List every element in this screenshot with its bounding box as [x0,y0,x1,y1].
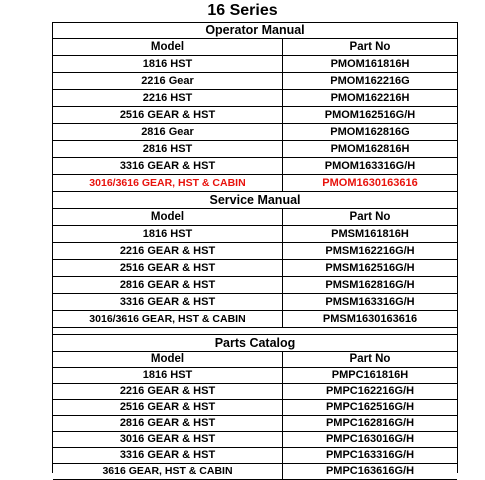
part-no-cell: PMOM162216H [330,92,410,104]
column-header-part-no: Part No [349,211,391,223]
part-no-cell: PMOM161816H [330,58,410,70]
table-row [53,90,457,107]
section-service-manual [53,192,457,328]
table-row [53,73,457,90]
table-row [53,464,457,480]
table-row [53,384,457,400]
part-no-cell: PMSM161816H [331,228,409,240]
part-no-cell: PMSM1630163616 [322,313,418,325]
part-no-cell: PMOM162516G/H [324,109,416,121]
part-no-cell: PMPC163316G/H [325,449,415,461]
part-no-cell: PMSM162816G/H [325,279,415,291]
section-divider [53,328,457,335]
part-no-cell: PMOM1630163616 [322,177,418,189]
model-cell: 2816 GEAR & HST [53,277,283,293]
section-heading: Service Manual [53,192,457,209]
model-cell: 3316 GEAR & HST [53,448,283,463]
section-heading: Parts Catalog [53,335,457,352]
table-row [53,311,457,328]
table-row [53,124,457,141]
model-cell: 2516 GEAR & HST [53,400,283,415]
table-header-row [53,352,457,368]
part-no-cell: PMOM162816G [330,126,410,138]
table-row [53,416,457,432]
model-cell: 2816 Gear [53,124,283,140]
table-header-row [53,209,457,226]
section-operator-manual [53,22,457,192]
part-no-cell: PMSM162516G/H [325,262,415,274]
section-parts-catalog [53,335,457,480]
model-cell: 2816 HST [53,141,283,157]
table-row [53,368,457,384]
column-header-model: Model [53,209,283,225]
part-no-cell: PMPC162816G/H [325,417,415,429]
column-header-model: Model [53,39,283,55]
model-cell: 3016/3616 GEAR, HST & CABIN [53,311,283,327]
model-cell: 3016 GEAR & HST [53,432,283,447]
model-cell: 1816 HST [53,226,283,242]
table-row [53,243,457,260]
table-row [53,294,457,311]
model-cell: 2216 GEAR & HST [53,384,283,399]
part-no-cell: PMPC161816H [331,369,409,381]
table-row [53,448,457,464]
page-title: 16 Series [207,2,278,19]
part-no-cell: PMPC163616G/H [325,465,415,477]
column-header-part-no: Part No [349,353,391,365]
model-cell: 2216 GEAR & HST [53,243,283,259]
table-row [53,56,457,73]
column-header-part-no: Part No [349,41,391,53]
table-row [53,400,457,416]
column-header-model: Model [53,352,283,367]
part-no-cell: PMSM162216G/H [325,245,415,257]
part-no-cell: PMPC163016G/H [325,433,415,445]
model-cell: 3616 GEAR, HST & CABIN [53,464,283,479]
parts-table [52,22,458,477]
part-no-cell: PMOM163316G/H [324,160,416,172]
part-no-cell: PMOM162816H [330,143,410,155]
table-row-highlighted [53,175,457,192]
model-cell: 3316 GEAR & HST [53,158,283,174]
part-no-cell: PMOM162216G [330,75,410,87]
model-cell: 2816 GEAR & HST [53,416,283,431]
table-row [53,432,457,448]
model-cell: 2216 HST [53,90,283,106]
part-no-cell: PMPC162216G/H [325,385,415,397]
model-cell: 2216 Gear [53,73,283,89]
table-row [53,226,457,243]
table-header-row [53,39,457,56]
model-cell: 1816 HST [53,368,283,383]
table-row [53,141,457,158]
model-cell: 2516 GEAR & HST [53,260,283,276]
model-cell: 2516 GEAR & HST [53,107,283,123]
table-row [53,107,457,124]
table-row [53,277,457,294]
model-cell: 3316 GEAR & HST [53,294,283,310]
part-no-cell: PMPC162516G/H [325,401,415,413]
model-cell: 1816 HST [53,56,283,72]
table-row [53,158,457,175]
part-no-cell: PMSM163316G/H [325,296,415,308]
section-heading: Operator Manual [53,22,457,39]
table-row [53,260,457,277]
model-cell: 3016/3616 GEAR, HST & CABIN [53,175,283,191]
